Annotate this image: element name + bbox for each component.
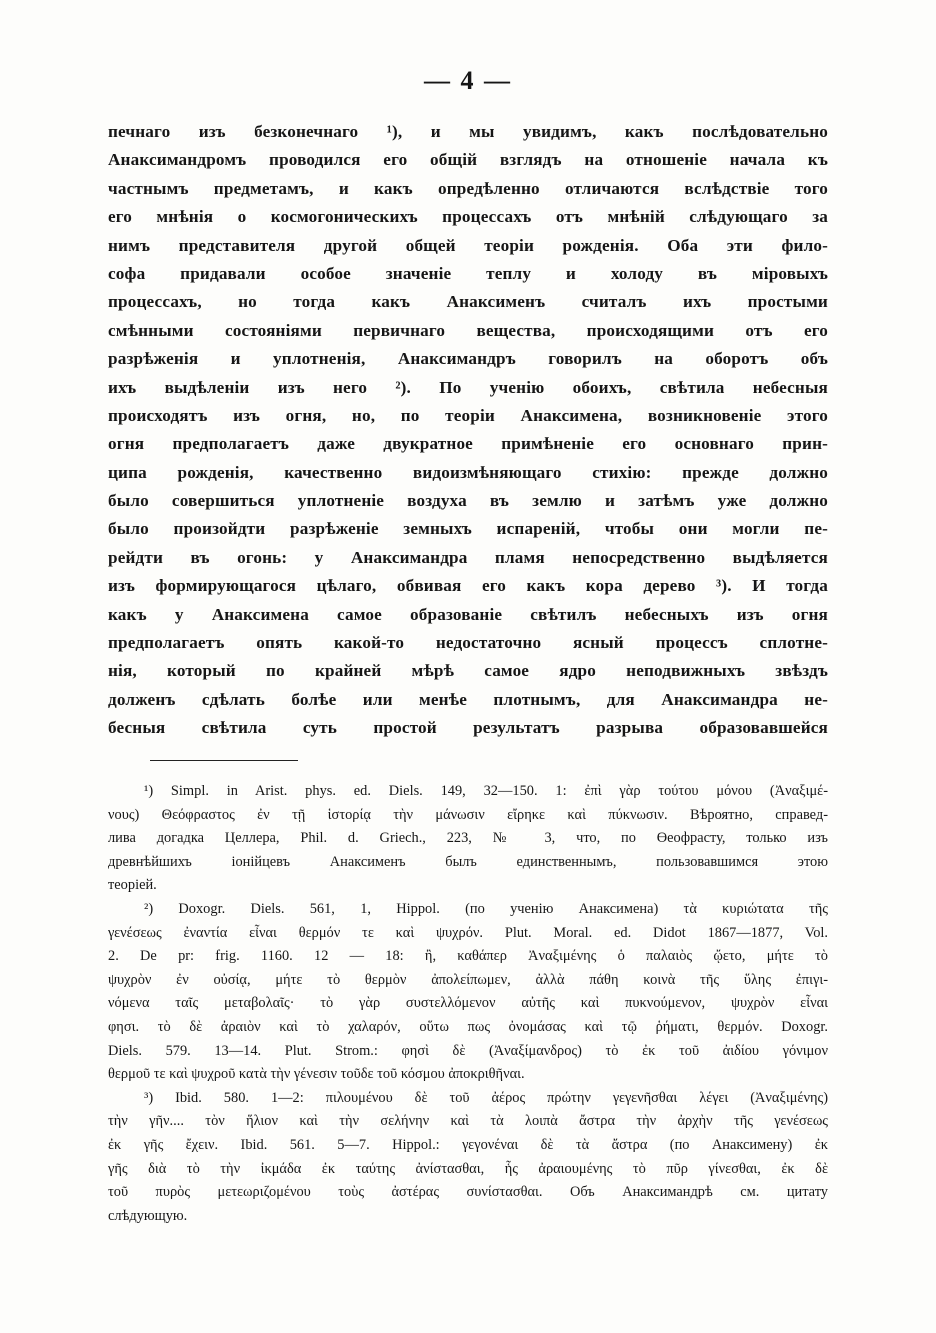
footnote-3: [108, 1087, 828, 1229]
footnote-line: νόμενα ταῖς μεταβολαῖς· τὸ γὰρ συστελλόμενον αὐτῆς καὶ πυκνούμενον, ψυχρὸν εἶναι: [108, 995, 828, 1012]
text-line: ихъ выдѣленіи изъ него ²). По ученію обоихъ, свѣтила небесныя: [108, 377, 828, 397]
footnote-line: древнѣйшихъ іонійцевъ Анаксименъ былъ единственнымъ, пользовавшимся этою: [108, 853, 828, 870]
footnote-separator: [150, 760, 298, 761]
text-line: было произойдти разрѣженіе земныхъ испареній, чтобы они могли пе-: [108, 519, 828, 539]
text-line: происходятъ изъ огня, но, по теоріи Анаксимена, возникновеніе этого: [108, 405, 828, 425]
footnote-line: ἐκ γῆς ἔχειν. Ibid. 561. 5—7. Hippol.: γεγονέναι δὲ τὰ ἄστρα (по Анаксимену) ἐκ: [108, 1136, 828, 1153]
footnote-line: ³) Ibid. 580. 1—2: πιλουμένου δὲ τοῦ ἀέρος πρώτην γεγενῆσθαι λέγει (Ἀναξιμένης): [144, 1089, 828, 1106]
text-line: долженъ сдѣлать болѣе или менѣе плотнымъ, для Анаксимандра не-: [108, 689, 828, 709]
text-line: изъ формирующагося цѣлаго, обвивая его какъ кора дерево ³). И тогда: [108, 576, 828, 596]
text-line: частнымъ предметамъ, и какъ опредѣленно отличаются вслѣдствіе того: [108, 178, 828, 198]
text-line: его мнѣнія о космогоническихъ процессахъ отъ мнѣній слѣдующаго за: [108, 207, 828, 227]
text-line: нимъ представителя другой общей теоріи рожденія. Оба эти фило-: [108, 235, 828, 255]
text-line: рейдти въ огонь: у Анаксимандра пламя непосредственно выдѣляется: [108, 547, 828, 567]
text-line: печнаго изъ безконечнаго ¹), и мы увидимъ, какъ послѣдовательно: [108, 122, 828, 141]
text-line: софа придавали особое значеніе теплу и холоду въ міровыхъ: [108, 263, 828, 283]
page-number: — 4 —: [424, 66, 512, 95]
text-line: было совершиться уплотненіе воздуха въ землю и затѣмъ уже должно: [108, 491, 828, 511]
footnote-line: τὴν γῆν.... τὸν ἥλιον καὶ τὴν σελήνην καὶ τὰ λοιπὰ ἄστρα τὴν ἀρχὴν τῆς γενέσεως: [108, 1113, 828, 1130]
footnote-line: γῆς διὰ τὸ τὴν ἰκμάδα ἐκ ταύτης ἀνίστασθαι, ἧς ἀραιουμένης τὸ πῦρ γίνεσθαι, ἐκ δὲ: [108, 1160, 828, 1177]
text-line: ципа рожденія, качественно видоизмѣняющаго стихію: прежде должно: [108, 462, 828, 482]
text-line: нія, который по крайней мѣрѣ самое ядро неподвижныхъ звѣздъ: [108, 661, 828, 681]
footnote-line: 2. De pr: frig. 1160. 12 — 18: ἢ, καθάπερ Ἀναξιμένης ὁ παλαιὸς ᾤετο, μήτε τὸ: [108, 948, 828, 965]
footnote-line: ¹) Simpl. in Arist. phys. ed. Diels. 149, 32—150. 1: ἐπὶ γὰρ τούτου μόνου (Ἀναξιμέ-: [144, 783, 828, 799]
footnote-line: Diels. 579. 13—14. Plut. Strom.: φησὶ δὲ (Ἀναξίμανδρος) τὸ ἐκ τοῦ ἀιδίου γόνιμον: [108, 1042, 828, 1059]
footnote-2: [108, 898, 828, 1087]
text-line: предполагаетъ опять какой-то недостаточно ясный процессъ сплотне-: [108, 633, 828, 653]
footnote-line: θερμοῦ τε καὶ ψυχροῦ κατὰ τὴν γένεσιν τοῦδε τοῦ κόσμου ἀποκριθῆναι.: [108, 1066, 525, 1083]
footnote-1: [108, 780, 828, 898]
footnote-line: ²) Doxogr. Diels. 561, 1, Hippol. (по ученію Анаксимена) τὰ κυριώτατα τῆς: [144, 900, 828, 917]
main-text: [108, 118, 828, 743]
footnote-line: τοῦ πυρὸς μετεωριζομένου τοὺς ἀστέρας συνίστασθαι. Объ Анаксимандрѣ см. цитату: [108, 1184, 828, 1201]
text-line: бесныя свѣтила суть простой результатъ разрыва образовавшейся: [108, 718, 828, 738]
footnote-line: γενέσεως ἐναντία εἶναι θερμόν τε καὶ ψυχρόν. Plut. Moral. ed. Didot 1867—1877, Vol.: [108, 924, 828, 941]
footnote-line: слѣдующую.: [108, 1207, 188, 1224]
footnotes: [108, 780, 828, 1228]
footnote-line: νους) Θεόφραστος ἐν τῇ ἱστορίᾳ τὴν μάνωσιν εἴρηκε καὶ πύκνωσιν. Вѣроятно, справед-: [108, 806, 828, 823]
text-line: процессахъ, но тогда какъ Анаксименъ считалъ ихъ простыми: [108, 292, 828, 312]
text-line: огня предполагаетъ даже двукратное примѣненіе его основнаго прин-: [108, 434, 828, 454]
footnote-line: ψυχρὸν ἐν οὐσίᾳ, μήτε τὸ θερμὸν ἀπολείπωμεν, ἀλλὰ πάθη κοινὰ τῆς ὕλης ἐπιγι-: [108, 971, 828, 988]
text-line: разрѣженія и уплотненія, Анаксимандръ говорилъ на оборотъ объ: [108, 349, 828, 369]
footnote-line: лива догадка Целлера, Phil. d. Griech., 223, № 3, что, по Өеофрасту, только изъ: [108, 830, 828, 847]
footnote-line: φησι. τὸ δὲ ἀραιὸν καὶ τὸ χαλαρόν, οὕτω πως ὀνομάσας καὶ τῷ ῥήματι, θερμόν. Doxogr.: [108, 1018, 828, 1035]
footnote-line: теоріей.: [108, 877, 157, 894]
text-line: Анаксимандромъ проводился его общій взглядъ на отношеніе начала къ: [108, 150, 828, 170]
text-line: какъ у Анаксимена самое образованіе свѣтилъ небесныхъ изъ огня: [108, 604, 828, 624]
text-line: смѣнными состояніями первичнаго вещества, происходящими отъ его: [108, 320, 828, 340]
